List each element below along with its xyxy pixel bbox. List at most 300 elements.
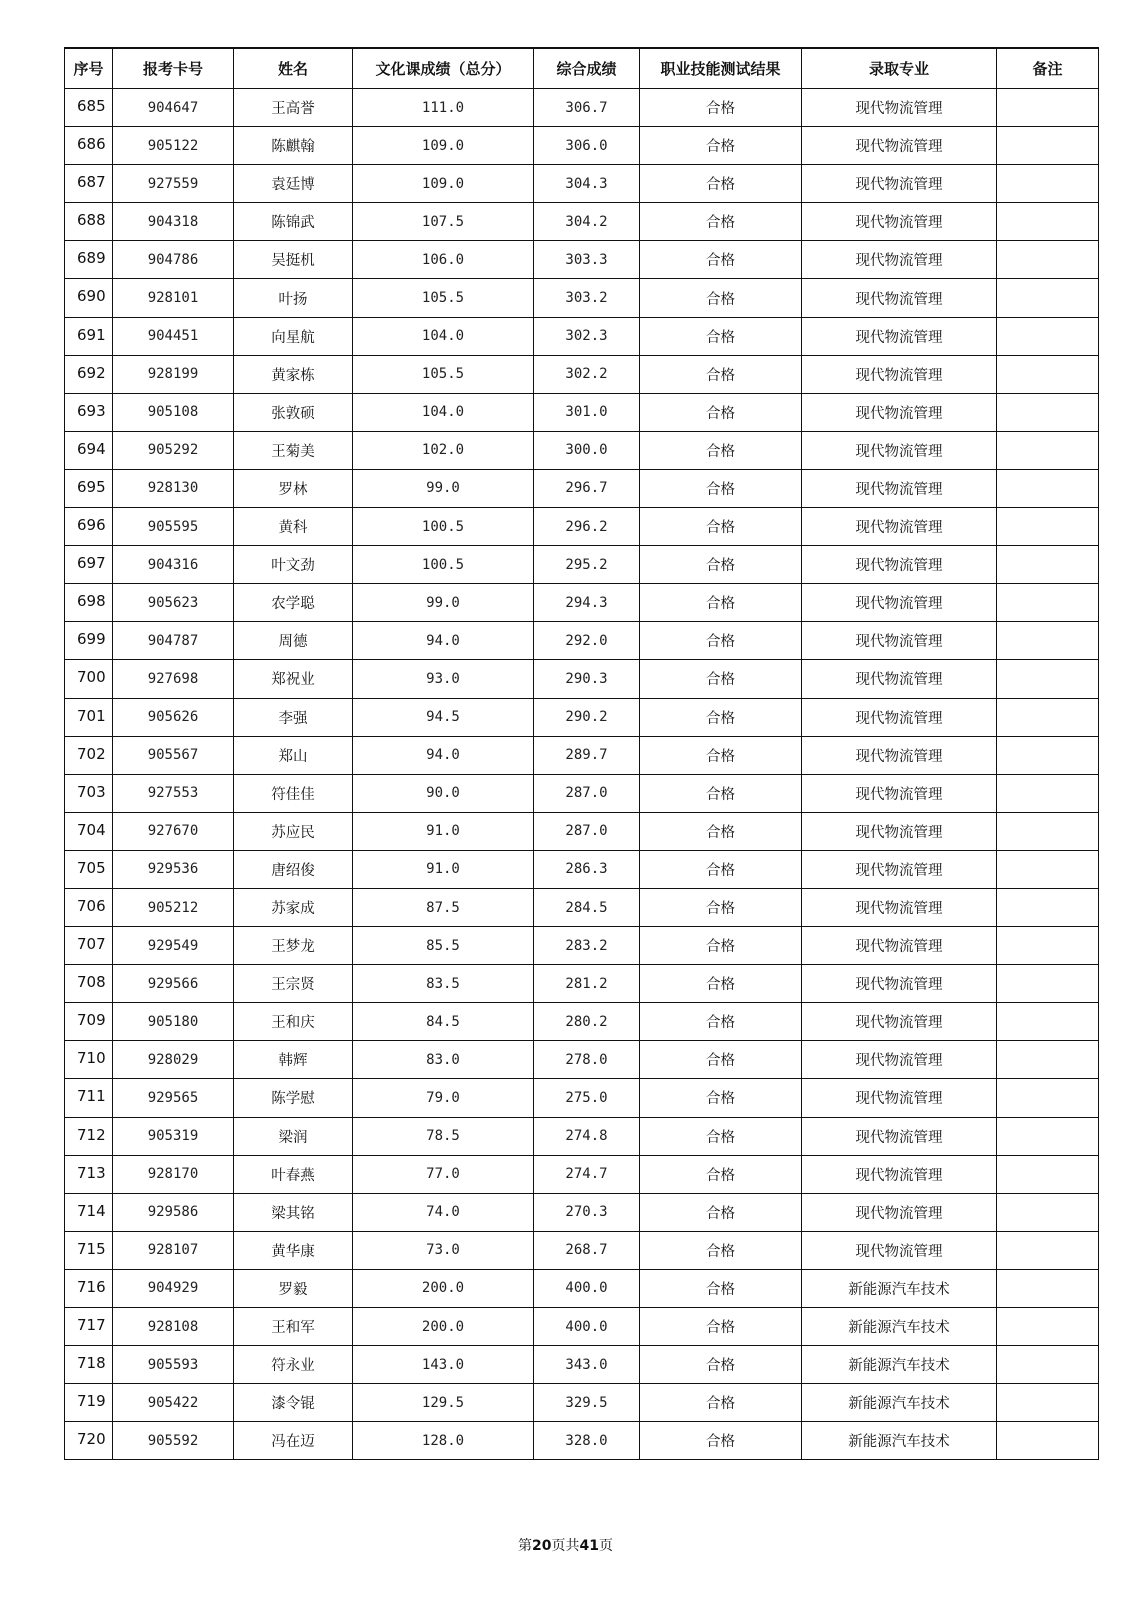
cell-skill-test: 合格 xyxy=(640,431,802,469)
cell-skill-test: 合格 xyxy=(640,241,802,279)
cell-total-score: 302.3 xyxy=(534,317,640,355)
cell-total-score: 290.2 xyxy=(534,698,640,736)
cell-remark xyxy=(997,1117,1099,1155)
cell-culture-score: 105.5 xyxy=(353,279,534,317)
cell-total-score: 290.3 xyxy=(534,660,640,698)
cell-name: 梁润 xyxy=(234,1117,353,1155)
cell-seq: 686 xyxy=(65,127,113,165)
cell-remark xyxy=(997,927,1099,965)
cell-card-number: 928199 xyxy=(113,355,234,393)
cell-total-score: 289.7 xyxy=(534,736,640,774)
cell-card-number: 905422 xyxy=(113,1384,234,1422)
cell-major: 现代物流管理 xyxy=(802,165,997,203)
table-row xyxy=(65,1422,1099,1460)
cell-major: 现代物流管理 xyxy=(802,1155,997,1193)
cell-name: 罗毅 xyxy=(234,1269,353,1307)
cell-name: 郑祝业 xyxy=(234,660,353,698)
cell-seq: 701 xyxy=(65,698,113,736)
cell-skill-test: 合格 xyxy=(640,203,802,241)
cell-major: 现代物流管理 xyxy=(802,203,997,241)
cell-culture-score: 200.0 xyxy=(353,1308,534,1346)
table-row xyxy=(65,1079,1099,1117)
cell-skill-test: 合格 xyxy=(640,1384,802,1422)
cell-major: 现代物流管理 xyxy=(802,1041,997,1079)
cell-major: 现代物流管理 xyxy=(802,850,997,888)
cell-skill-test: 合格 xyxy=(640,393,802,431)
cell-major: 新能源汽车技术 xyxy=(802,1308,997,1346)
cell-seq: 703 xyxy=(65,774,113,812)
cell-culture-score: 91.0 xyxy=(353,812,534,850)
cell-seq: 687 xyxy=(65,165,113,203)
cell-seq: 720 xyxy=(65,1422,113,1460)
cell-name: 袁廷博 xyxy=(234,165,353,203)
cell-seq: 699 xyxy=(65,622,113,660)
cell-remark xyxy=(997,736,1099,774)
cell-skill-test: 合格 xyxy=(640,469,802,507)
cell-skill-test: 合格 xyxy=(640,1041,802,1079)
cell-total-score: 270.3 xyxy=(534,1193,640,1231)
table-row xyxy=(65,355,1099,393)
cell-total-score: 296.2 xyxy=(534,508,640,546)
cell-culture-score: 109.0 xyxy=(353,127,534,165)
cell-card-number: 928107 xyxy=(113,1231,234,1269)
cell-total-score: 343.0 xyxy=(534,1346,640,1384)
cell-skill-test: 合格 xyxy=(640,1422,802,1460)
cell-card-number: 904316 xyxy=(113,546,234,584)
table-row xyxy=(65,660,1099,698)
cell-card-number: 905212 xyxy=(113,888,234,926)
cell-name: 苏应民 xyxy=(234,812,353,850)
table-row xyxy=(65,736,1099,774)
table-row xyxy=(65,317,1099,355)
cell-remark xyxy=(997,1079,1099,1117)
cell-card-number: 927553 xyxy=(113,774,234,812)
table-row xyxy=(65,1346,1099,1384)
cell-culture-score: 94.0 xyxy=(353,736,534,774)
cell-seq: 706 xyxy=(65,888,113,926)
cell-remark xyxy=(997,1308,1099,1346)
cell-name: 向星航 xyxy=(234,317,353,355)
cell-major: 现代物流管理 xyxy=(802,812,997,850)
cell-card-number: 904451 xyxy=(113,317,234,355)
table-row xyxy=(65,508,1099,546)
cell-name: 韩辉 xyxy=(234,1041,353,1079)
cell-culture-score: 105.5 xyxy=(353,355,534,393)
footer-current-page: 20 xyxy=(532,1538,552,1554)
cell-remark xyxy=(997,812,1099,850)
table-row xyxy=(65,850,1099,888)
cell-remark xyxy=(997,1155,1099,1193)
cell-major: 现代物流管理 xyxy=(802,546,997,584)
cell-name: 叶文劲 xyxy=(234,546,353,584)
header-remark: 备注 xyxy=(997,48,1099,89)
header-major: 录取专业 xyxy=(802,48,997,89)
cell-total-score: 274.7 xyxy=(534,1155,640,1193)
cell-seq: 704 xyxy=(65,812,113,850)
cell-seq: 708 xyxy=(65,965,113,1003)
table-row xyxy=(65,1269,1099,1307)
cell-seq: 692 xyxy=(65,355,113,393)
cell-card-number: 905292 xyxy=(113,431,234,469)
cell-remark xyxy=(997,165,1099,203)
cell-card-number: 929536 xyxy=(113,850,234,888)
cell-major: 现代物流管理 xyxy=(802,622,997,660)
cell-name: 叶扬 xyxy=(234,279,353,317)
cell-name: 陈学慰 xyxy=(234,1079,353,1117)
cell-culture-score: 77.0 xyxy=(353,1155,534,1193)
cell-culture-score: 106.0 xyxy=(353,241,534,279)
cell-total-score: 294.3 xyxy=(534,584,640,622)
cell-culture-score: 104.0 xyxy=(353,393,534,431)
cell-remark xyxy=(997,1003,1099,1041)
cell-remark xyxy=(997,469,1099,507)
cell-skill-test: 合格 xyxy=(640,355,802,393)
footer-middle: 页共 xyxy=(551,1538,580,1554)
cell-remark xyxy=(997,888,1099,926)
cell-seq: 711 xyxy=(65,1079,113,1117)
cell-card-number: 905122 xyxy=(113,127,234,165)
cell-seq: 717 xyxy=(65,1308,113,1346)
cell-total-score: 278.0 xyxy=(534,1041,640,1079)
cell-skill-test: 合格 xyxy=(640,127,802,165)
cell-remark xyxy=(997,622,1099,660)
cell-seq: 713 xyxy=(65,1155,113,1193)
cell-total-score: 275.0 xyxy=(534,1079,640,1117)
cell-seq: 698 xyxy=(65,584,113,622)
cell-seq: 712 xyxy=(65,1117,113,1155)
table-row xyxy=(65,203,1099,241)
header-seq: 序号 xyxy=(65,48,113,89)
cell-card-number: 929586 xyxy=(113,1193,234,1231)
cell-major: 现代物流管理 xyxy=(802,736,997,774)
cell-card-number: 928108 xyxy=(113,1308,234,1346)
cell-card-number: 929565 xyxy=(113,1079,234,1117)
cell-total-score: 302.2 xyxy=(534,355,640,393)
cell-major: 现代物流管理 xyxy=(802,1117,997,1155)
table-header-row xyxy=(65,48,1099,89)
footer-suffix: 页 xyxy=(598,1538,613,1554)
cell-culture-score: 129.5 xyxy=(353,1384,534,1422)
table-row xyxy=(65,89,1099,127)
table-row xyxy=(65,431,1099,469)
cell-culture-score: 99.0 xyxy=(353,584,534,622)
cell-seq: 697 xyxy=(65,546,113,584)
header-skill-test: 职业技能测试结果 xyxy=(640,48,802,89)
cell-skill-test: 合格 xyxy=(640,622,802,660)
cell-seq: 715 xyxy=(65,1231,113,1269)
cell-culture-score: 74.0 xyxy=(353,1193,534,1231)
cell-name: 苏家成 xyxy=(234,888,353,926)
cell-skill-test: 合格 xyxy=(640,1193,802,1231)
cell-card-number: 905180 xyxy=(113,1003,234,1041)
cell-skill-test: 合格 xyxy=(640,508,802,546)
cell-card-number: 904786 xyxy=(113,241,234,279)
cell-major: 现代物流管理 xyxy=(802,965,997,1003)
cell-remark xyxy=(997,1041,1099,1079)
cell-card-number: 904929 xyxy=(113,1269,234,1307)
cell-major: 现代物流管理 xyxy=(802,317,997,355)
cell-seq: 690 xyxy=(65,279,113,317)
cell-name: 王宗贤 xyxy=(234,965,353,1003)
table-row xyxy=(65,1193,1099,1231)
table-row xyxy=(65,546,1099,584)
cell-card-number: 905593 xyxy=(113,1346,234,1384)
cell-major: 现代物流管理 xyxy=(802,927,997,965)
cell-skill-test: 合格 xyxy=(640,1117,802,1155)
cell-skill-test: 合格 xyxy=(640,1308,802,1346)
cell-name: 郑山 xyxy=(234,736,353,774)
cell-card-number: 905626 xyxy=(113,698,234,736)
cell-card-number: 928130 xyxy=(113,469,234,507)
cell-skill-test: 合格 xyxy=(640,89,802,127)
cell-seq: 709 xyxy=(65,1003,113,1041)
cell-seq: 719 xyxy=(65,1384,113,1422)
cell-seq: 693 xyxy=(65,393,113,431)
cell-total-score: 295.2 xyxy=(534,546,640,584)
cell-skill-test: 合格 xyxy=(640,774,802,812)
cell-total-score: 303.2 xyxy=(534,279,640,317)
cell-remark xyxy=(997,508,1099,546)
cell-remark xyxy=(997,546,1099,584)
cell-skill-test: 合格 xyxy=(640,1003,802,1041)
cell-total-score: 287.0 xyxy=(534,812,640,850)
header-culture-score: 文化课成绩（总分） xyxy=(353,48,534,89)
cell-seq: 695 xyxy=(65,469,113,507)
cell-major: 新能源汽车技术 xyxy=(802,1346,997,1384)
cell-culture-score: 94.0 xyxy=(353,622,534,660)
table-body xyxy=(65,89,1099,1460)
cell-remark xyxy=(997,1422,1099,1460)
cell-skill-test: 合格 xyxy=(640,317,802,355)
cell-card-number: 927559 xyxy=(113,165,234,203)
cell-culture-score: 83.5 xyxy=(353,965,534,1003)
table-row xyxy=(65,165,1099,203)
cell-skill-test: 合格 xyxy=(640,1231,802,1269)
cell-remark xyxy=(997,203,1099,241)
cell-remark xyxy=(997,355,1099,393)
cell-major: 现代物流管理 xyxy=(802,698,997,736)
cell-card-number: 929566 xyxy=(113,965,234,1003)
cell-name: 陈麒翰 xyxy=(234,127,353,165)
cell-total-score: 303.3 xyxy=(534,241,640,279)
cell-name: 唐绍俊 xyxy=(234,850,353,888)
table-row xyxy=(65,241,1099,279)
footer-total-pages: 41 xyxy=(579,1538,599,1554)
cell-skill-test: 合格 xyxy=(640,165,802,203)
cell-remark xyxy=(997,1384,1099,1422)
table-row xyxy=(65,1041,1099,1079)
cell-seq: 716 xyxy=(65,1269,113,1307)
cell-name: 黄科 xyxy=(234,508,353,546)
cell-major: 现代物流管理 xyxy=(802,355,997,393)
cell-major: 现代物流管理 xyxy=(802,127,997,165)
cell-total-score: 284.5 xyxy=(534,888,640,926)
cell-total-score: 296.7 xyxy=(534,469,640,507)
cell-skill-test: 合格 xyxy=(640,736,802,774)
table-row xyxy=(65,888,1099,926)
table-row xyxy=(65,279,1099,317)
cell-seq: 691 xyxy=(65,317,113,355)
cell-major: 现代物流管理 xyxy=(802,469,997,507)
table-row xyxy=(65,127,1099,165)
cell-remark xyxy=(997,1269,1099,1307)
cell-remark xyxy=(997,584,1099,622)
cell-major: 现代物流管理 xyxy=(802,89,997,127)
cell-major: 现代物流管理 xyxy=(802,1231,997,1269)
cell-card-number: 905623 xyxy=(113,584,234,622)
cell-culture-score: 111.0 xyxy=(353,89,534,127)
cell-culture-score: 93.0 xyxy=(353,660,534,698)
cell-total-score: 300.0 xyxy=(534,431,640,469)
cell-major: 新能源汽车技术 xyxy=(802,1422,997,1460)
table-row xyxy=(65,1308,1099,1346)
cell-total-score: 328.0 xyxy=(534,1422,640,1460)
cell-remark xyxy=(997,850,1099,888)
table-row xyxy=(65,1117,1099,1155)
cell-seq: 702 xyxy=(65,736,113,774)
cell-seq: 694 xyxy=(65,431,113,469)
cell-culture-score: 109.0 xyxy=(353,165,534,203)
cell-skill-test: 合格 xyxy=(640,279,802,317)
cell-name: 叶春燕 xyxy=(234,1155,353,1193)
cell-major: 现代物流管理 xyxy=(802,393,997,431)
cell-card-number: 927698 xyxy=(113,660,234,698)
cell-remark xyxy=(997,698,1099,736)
cell-culture-score: 83.0 xyxy=(353,1041,534,1079)
cell-card-number: 905592 xyxy=(113,1422,234,1460)
cell-culture-score: 128.0 xyxy=(353,1422,534,1460)
cell-remark xyxy=(997,127,1099,165)
cell-remark xyxy=(997,774,1099,812)
cell-seq: 685 xyxy=(65,89,113,127)
cell-card-number: 928101 xyxy=(113,279,234,317)
cell-total-score: 292.0 xyxy=(534,622,640,660)
table-row xyxy=(65,1003,1099,1041)
cell-skill-test: 合格 xyxy=(640,812,802,850)
cell-card-number: 904647 xyxy=(113,89,234,127)
cell-remark xyxy=(997,431,1099,469)
page-footer xyxy=(0,1535,1131,1555)
cell-skill-test: 合格 xyxy=(640,965,802,1003)
cell-name: 冯在迈 xyxy=(234,1422,353,1460)
cell-seq: 688 xyxy=(65,203,113,241)
cell-culture-score: 143.0 xyxy=(353,1346,534,1384)
cell-skill-test: 合格 xyxy=(640,1346,802,1384)
cell-remark xyxy=(997,965,1099,1003)
cell-name: 王菊美 xyxy=(234,431,353,469)
table-row xyxy=(65,698,1099,736)
cell-major: 现代物流管理 xyxy=(802,1079,997,1117)
cell-skill-test: 合格 xyxy=(640,584,802,622)
cell-name: 王和军 xyxy=(234,1308,353,1346)
cell-culture-score: 84.5 xyxy=(353,1003,534,1041)
cell-culture-score: 100.5 xyxy=(353,546,534,584)
cell-culture-score: 85.5 xyxy=(353,927,534,965)
cell-name: 罗林 xyxy=(234,469,353,507)
cell-total-score: 400.0 xyxy=(534,1269,640,1307)
cell-name: 漆令锟 xyxy=(234,1384,353,1422)
cell-total-score: 400.0 xyxy=(534,1308,640,1346)
table-row xyxy=(65,584,1099,622)
cell-seq: 707 xyxy=(65,927,113,965)
cell-major: 现代物流管理 xyxy=(802,774,997,812)
cell-skill-test: 合格 xyxy=(640,698,802,736)
cell-card-number: 929549 xyxy=(113,927,234,965)
cell-culture-score: 100.5 xyxy=(353,508,534,546)
cell-total-score: 280.2 xyxy=(534,1003,640,1041)
cell-name: 黄华康 xyxy=(234,1231,353,1269)
cell-name: 吴挺机 xyxy=(234,241,353,279)
cell-seq: 689 xyxy=(65,241,113,279)
cell-seq: 714 xyxy=(65,1193,113,1231)
cell-total-score: 306.0 xyxy=(534,127,640,165)
cell-culture-score: 91.0 xyxy=(353,850,534,888)
cell-card-number: 927670 xyxy=(113,812,234,850)
admission-table xyxy=(64,47,1099,1460)
cell-culture-score: 94.5 xyxy=(353,698,534,736)
cell-seq: 710 xyxy=(65,1041,113,1079)
cell-name: 王梦龙 xyxy=(234,927,353,965)
cell-culture-score: 79.0 xyxy=(353,1079,534,1117)
cell-skill-test: 合格 xyxy=(640,546,802,584)
cell-major: 现代物流管理 xyxy=(802,888,997,926)
cell-skill-test: 合格 xyxy=(640,660,802,698)
table-row xyxy=(65,1155,1099,1193)
cell-major: 现代物流管理 xyxy=(802,508,997,546)
cell-name: 周德 xyxy=(234,622,353,660)
cell-major: 现代物流管理 xyxy=(802,1193,997,1231)
cell-seq: 696 xyxy=(65,508,113,546)
cell-culture-score: 73.0 xyxy=(353,1231,534,1269)
cell-name: 农学聪 xyxy=(234,584,353,622)
cell-remark xyxy=(997,1193,1099,1231)
cell-total-score: 306.7 xyxy=(534,89,640,127)
cell-remark xyxy=(997,241,1099,279)
cell-card-number: 905595 xyxy=(113,508,234,546)
cell-name: 王高誉 xyxy=(234,89,353,127)
cell-total-score: 301.0 xyxy=(534,393,640,431)
cell-major: 新能源汽车技术 xyxy=(802,1269,997,1307)
cell-culture-score: 200.0 xyxy=(353,1269,534,1307)
table-row xyxy=(65,965,1099,1003)
footer-prefix: 第 xyxy=(518,1538,533,1554)
table-row xyxy=(65,393,1099,431)
cell-total-score: 283.2 xyxy=(534,927,640,965)
cell-major: 新能源汽车技术 xyxy=(802,1384,997,1422)
cell-culture-score: 99.0 xyxy=(353,469,534,507)
cell-total-score: 304.2 xyxy=(534,203,640,241)
cell-culture-score: 78.5 xyxy=(353,1117,534,1155)
cell-culture-score: 102.0 xyxy=(353,431,534,469)
cell-card-number: 928029 xyxy=(113,1041,234,1079)
cell-major: 现代物流管理 xyxy=(802,1003,997,1041)
cell-remark xyxy=(997,279,1099,317)
cell-culture-score: 107.5 xyxy=(353,203,534,241)
cell-total-score: 287.0 xyxy=(534,774,640,812)
cell-card-number: 905319 xyxy=(113,1117,234,1155)
cell-remark xyxy=(997,1231,1099,1269)
cell-major: 现代物流管理 xyxy=(802,279,997,317)
cell-name: 符佳佳 xyxy=(234,774,353,812)
cell-total-score: 281.2 xyxy=(534,965,640,1003)
header-total-score: 综合成绩 xyxy=(534,48,640,89)
table-row xyxy=(65,812,1099,850)
header-name: 姓名 xyxy=(234,48,353,89)
cell-name: 陈锦武 xyxy=(234,203,353,241)
cell-culture-score: 87.5 xyxy=(353,888,534,926)
cell-name: 黄家栋 xyxy=(234,355,353,393)
cell-total-score: 304.3 xyxy=(534,165,640,203)
